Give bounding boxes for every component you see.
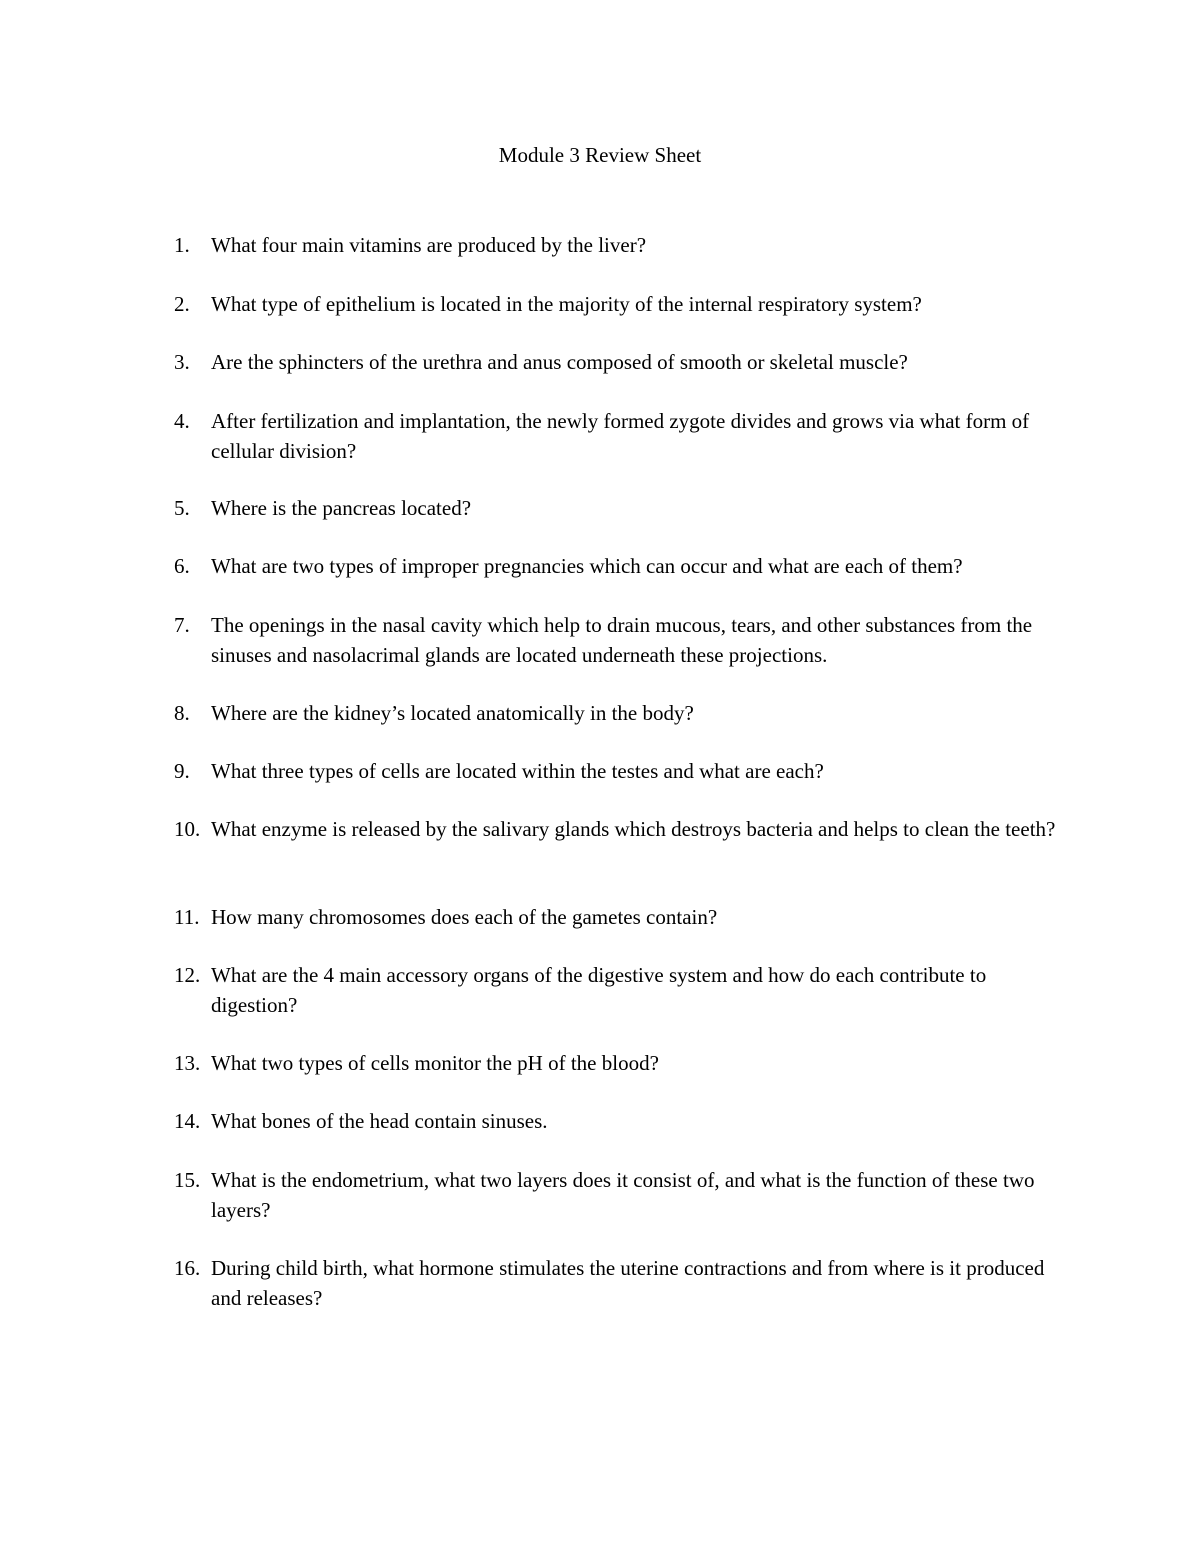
- page-title: Module 3 Review Sheet: [498, 143, 702, 167]
- question-item: [174, 757, 1074, 787]
- question-text: What four main vitamins are produced by the liver?: [211, 233, 647, 257]
- question-number: 14.: [174, 1109, 201, 1133]
- question-text: How many chromosomes does each of the gametes contain?: [211, 905, 718, 929]
- question-item: [174, 1254, 1074, 1313]
- question-item: [174, 1107, 1074, 1137]
- question-number: 10.: [174, 817, 201, 841]
- question-number: 4.: [174, 409, 190, 433]
- question-item: [174, 961, 1074, 1020]
- question-number: 9.: [174, 759, 190, 783]
- question-text: Where are the kidney’s located anatomically in the body?: [211, 701, 694, 725]
- question-item: [174, 903, 1074, 933]
- question-text: During child birth, what hormone stimulates the uterine contractions and from where is it produced and releases?: [211, 1256, 1045, 1310]
- question-number: 8.: [174, 701, 190, 725]
- question-number: 15.: [174, 1168, 201, 1192]
- question-item: [174, 494, 1074, 524]
- question-item: [174, 290, 1074, 320]
- question-text: What is the endometrium, what two layers does it consist of, and what is the function of these two layers?: [211, 1168, 1035, 1222]
- question-number: 3.: [174, 350, 190, 374]
- question-item: [174, 231, 1074, 261]
- question-item: [174, 552, 1074, 582]
- question-number: 12.: [174, 963, 201, 987]
- question-item: [174, 1049, 1074, 1079]
- question-text: What two types of cells monitor the pH of the blood?: [211, 1051, 659, 1075]
- question-text: Are the sphincters of the urethra and anus composed of smooth or skeletal muscle?: [211, 350, 908, 374]
- question-item: [174, 1166, 1074, 1225]
- question-text: After fertilization and implantation, the newly formed zygote divides and grows via what form of cellular division?: [211, 409, 1030, 463]
- question-text: What are two types of improper pregnancies which can occur and what are each of them?: [211, 554, 963, 578]
- question-number: 1.: [174, 233, 190, 257]
- question-number: 11.: [174, 905, 200, 929]
- question-item: [174, 815, 1074, 845]
- question-item: [174, 407, 1074, 466]
- question-number: 5.: [174, 496, 190, 520]
- question-text: What three types of cells are located within the testes and what are each?: [211, 759, 824, 783]
- question-text: What type of epithelium is located in the majority of the internal respiratory system?: [211, 292, 922, 316]
- question-number: 2.: [174, 292, 190, 316]
- question-number: 6.: [174, 554, 190, 578]
- question-text: What bones of the head contain sinuses.: [211, 1109, 548, 1133]
- question-text: What enzyme is released by the salivary glands which destroys bacteria and helps to clean the teeth?: [211, 817, 1056, 841]
- question-text: The openings in the nasal cavity which help to drain mucous, tears, and other substances from the sinuses and nasolacrimal glands are located underneath these projections.: [211, 613, 1033, 667]
- question-item: [174, 699, 1074, 729]
- question-item: [174, 348, 1074, 378]
- question-text: Where is the pancreas located?: [211, 496, 472, 520]
- question-number: 13.: [174, 1051, 201, 1075]
- question-number: 16.: [174, 1256, 201, 1280]
- question-item: [174, 611, 1074, 670]
- question-text: What are the 4 main accessory organs of the digestive system and how do each contribute to digestion?: [211, 963, 987, 1017]
- question-number: 7.: [174, 613, 190, 637]
